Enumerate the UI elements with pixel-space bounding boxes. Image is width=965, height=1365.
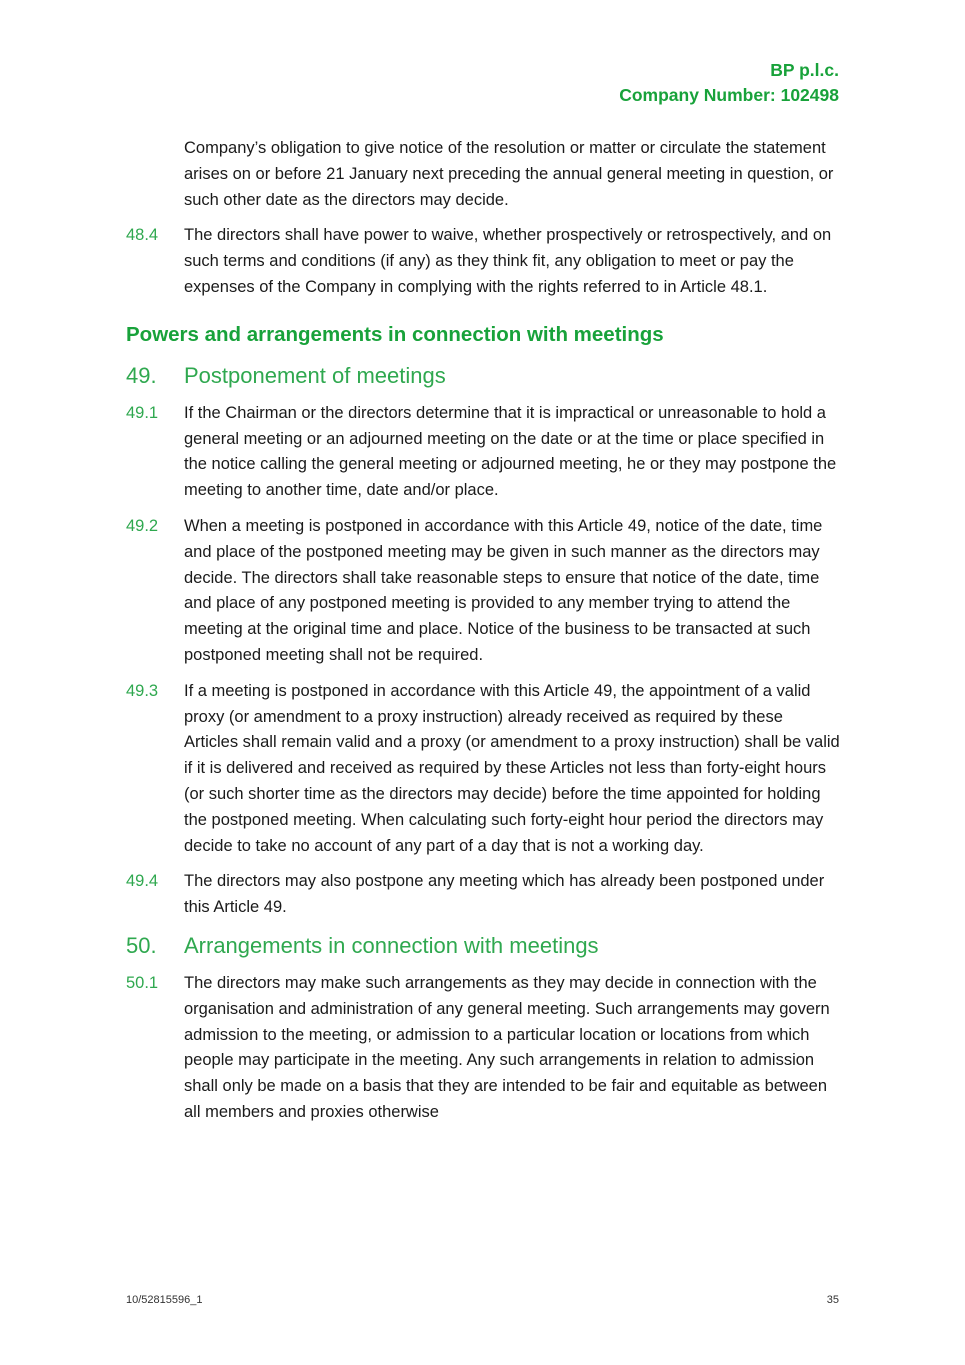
clause-number: 48.4 [126, 226, 159, 245]
clause-number: 49.1 [126, 403, 159, 422]
clause-48-4 [126, 223, 840, 300]
clause-text: The directors shall have power to waive, whether prospectively or retrospectively, and on such terms and conditions (if any) as they think fit, any obligation to meet or pay the expenses of the Company in complying with the rights referred to in Article 48.1. [184, 226, 832, 296]
intro-text: Company’s obligation to give notice of the resolution or matter or circulate the statement arises on or before 21 January next preceding the annual general meeting in question, or such other date as the directors may decide. [184, 139, 834, 209]
clause-text: If the Chairman or the directors determine that it is impractical or unreasonable to hold a general meeting or an adjourned meeting on the date or at the time or place specified in the notice calling the general meeting or adjourned meeting, he or they may postpone the meeting to another time, date and/or place. [184, 403, 837, 500]
article-number: 49. [126, 362, 157, 388]
clause-49-4 [126, 869, 840, 921]
company-name: BP p.l.c. [770, 60, 839, 80]
clause-text: The directors may also postpone any meeting which has already been postponed under this Article 49. [184, 872, 825, 917]
section-heading: Powers and arrangements in connection with meetings [126, 322, 664, 346]
document-body [126, 136, 840, 1136]
article-title: Arrangements in connection with meetings [184, 932, 599, 958]
company-number: Company Number: 102498 [619, 85, 839, 105]
intro-paragraph [126, 136, 840, 213]
clause-number: 49.2 [126, 516, 159, 535]
clause-49-1 [126, 401, 840, 504]
clause-number: 49.3 [126, 681, 159, 700]
page-number: 35 [826, 1294, 839, 1306]
clause-49-3 [126, 679, 840, 860]
clause-text: The directors may make such arrangements as they may decide in connection with the organisation and administration of any general meeting. Such arrangements may govern admission to the meeting, or admission to a particular location or locations from which people may participate in the meeting. Any such arrangements in relation to admission shall only be made on a basis that they are intended to be fair and equitable as between all members and proxies otherwise [184, 973, 830, 1121]
clause-49-2 [126, 514, 840, 669]
article-49-heading [126, 361, 840, 391]
document-reference: 10/52815596_1 [126, 1294, 203, 1306]
clause-number: 49.4 [126, 872, 159, 891]
article-title: Postponement of meetings [184, 362, 446, 388]
article-50-heading [126, 931, 840, 961]
clause-text: When a meeting is postponed in accordance with this Article 49, notice of the date, time and place of the postponed meeting may be given in such manner as the directors may decide. The directors shall take reasonable steps to ensure that notice of the date, time and place of any postponed meeting is provided to any member trying to attend the meeting at the original time and place. Notice of the business to be transacted at such postponed meeting shall not be required. [184, 516, 823, 664]
clause-text: If a meeting is postponed in accordance with this Article 49, the appointment of a valid proxy (or amendment to a proxy instruction) already received as required by these Articles shall remain valid and a proxy (or amendment to a proxy instruction) shall be valid if it is delivered and received as required by these Articles not less than forty-eight hours (or such shorter time as the directors may decide) before the time appointed for holding the postponed meeting. When calculating such forty-eight hour period the directors may decide to take no account of any part of a day that is not a working day. [184, 681, 840, 855]
article-number: 50. [126, 932, 157, 958]
clause-50-1 [126, 971, 840, 1126]
page-header [619, 58, 839, 108]
clause-number: 50.1 [126, 973, 159, 992]
